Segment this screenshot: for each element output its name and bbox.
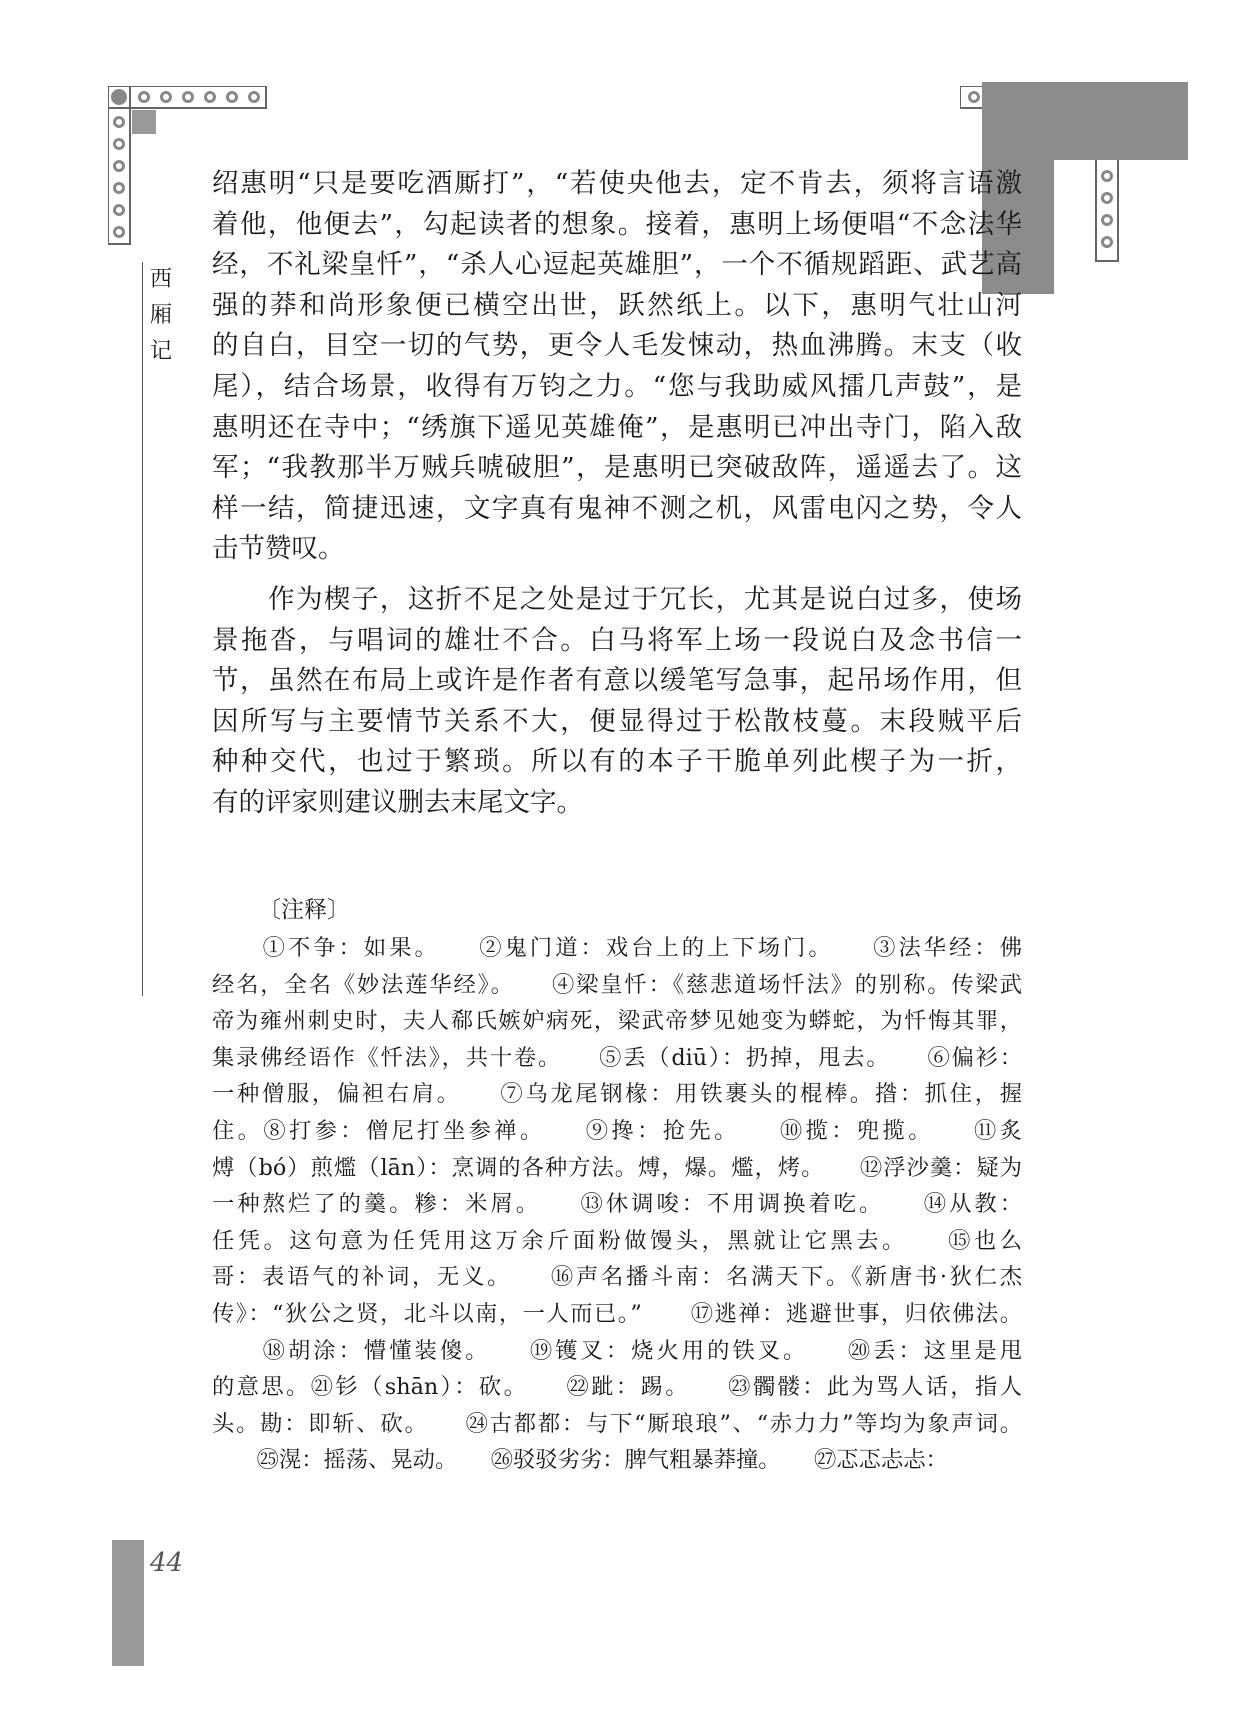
notes-section (212, 890, 1022, 1479)
running-title-char: 记 (149, 339, 172, 364)
body-line: 经，不礼梁皇忏”，“杀人心逗起英雄胆”，一个不循规蹈距、武艺高 (212, 249, 1022, 281)
body-line: 因所写与主要情节关系不大，便显得过于松散枝蔓。末段贼平后 (212, 705, 1022, 737)
note-line: 的意思。㉑钐（shān）：砍。 ㉒跐：踢。 ㉓髑髅：此为骂人话，指人 (212, 1374, 1022, 1401)
body-text (212, 164, 1022, 824)
body-line: 有的评家则建议删去末尾文字。 (212, 786, 583, 818)
note-line: 一种熬烂了的羹。糁：米屑。 ⑬休调唆：不用调换着吃。 ⑭从教： (212, 1191, 1022, 1218)
running-title-char: 厢 (149, 303, 172, 328)
body-line: 景拖沓，与唱词的雄壮不合。白马将军上场一段说白及念书信一 (212, 624, 1022, 656)
body-line: 绍惠明“只是要吃酒厮打”，“若使央他去，定不肯去，须将言语激 (212, 168, 1022, 199)
note-line: 任凭。这句意为任凭用这万余斤面粉做馒头，黑就让它黑去。 ⑮也么 (212, 1227, 1022, 1254)
body-line: 样一结，简捷迅速，文字真有鬼神不测之机，风雷电闪之势，令人 (212, 492, 1022, 524)
note-line: ㉕滉：摇荡、晃动。 ㉖驳驳劣劣：脾气粗暴莽撞。 ㉗忑忑忐忐： (212, 1447, 948, 1474)
note-line: 传》：“狄公之贤，北斗以南，一人而已。” ⑰逃禅：逃避世事，归依佛法。 (212, 1300, 1022, 1327)
body-line: 尾），结合场景，收得有万钧之力。“您与我助威风擂几声鼓”，是 (212, 370, 1022, 402)
body-line: 节，虽然在布局上或许是作者有意以缓笔写急事，起吊场作用，但 (212, 665, 1022, 697)
notes-heading: 〔注释〕 (258, 897, 350, 923)
running-title-vertical (148, 262, 174, 370)
note-line: 头。勘：即斩、砍。 ㉔古都都：与下“厮琅琅”、“赤力力”等均为象声词。 (212, 1410, 1022, 1437)
body-line: 作为楔子，这折不足之处是过于冗长，尤其是说白过多，使场 (212, 583, 1022, 615)
note-line: 经名，全名《妙法莲华经》。 ④梁皇忏：《慈悲道场忏法》的别称。传梁武 (212, 971, 1022, 998)
note-line: 哥：表语气的补词，无义。 ⑯声名播斗南：名满天下。《新唐书·狄仁杰 (212, 1264, 1022, 1291)
body-line: 着他，他便去”，勾起读者的想象。接着，惠明上场便唱“不念法华 (212, 208, 1022, 240)
note-line: ⑱胡涂：懵懂装傻。 ⑲镬叉：烧火用的铁叉。 ⑳丢：这里是甩 (212, 1337, 1022, 1364)
body-line: 种种交代，也过于繁琐。所以有的本子干脆单列此楔子为一折， (212, 746, 1022, 778)
running-title-char: 西 (149, 267, 172, 292)
note-line: ①不争：如果。 ②鬼门道：戏台上的上下场门。 ③法华经：佛 (212, 935, 1022, 961)
body-line: 击节赞叹。 (212, 533, 345, 565)
note-line: 煿（bó）煎爁（lān）：烹调的各种方法。煿，爆。爁，烤。 ⑫浮沙羹：疑为 (212, 1154, 1022, 1181)
note-line: 住。⑧打参：僧尼打坐参禅。 ⑨搀：抢先。 ⑩揽：兜揽。 ⑪炙 (212, 1117, 1022, 1144)
left-margin-rule (142, 262, 143, 996)
body-line: 惠明还在寺中；“绣旗下遥见英雄俺”，是惠明已冲出寺门，陷入敌 (212, 411, 1022, 443)
body-line: 的自白，目空一切的气势，更令人毛发悚动，热血沸腾。末支（收 (212, 330, 1022, 362)
note-line: 帝为雍州刺史时，夫人郗氏嫉妒病死，梁武帝梦见她变为蟒蛇，为忏悔其罪， (212, 1008, 1022, 1035)
note-line: 集录佛经语作《忏法》，共十卷。 ⑤丢（diū）：扔掉，甩去。 ⑥偏衫： (212, 1044, 1022, 1071)
page-number-bar (112, 1540, 144, 1666)
body-line: 强的莽和尚形象便已横空出世，跃然纸上。以下，惠明气壮山河 (212, 289, 1022, 321)
note-line: 一种僧服，偏袒右肩。 ⑦乌龙尾钢椽：用铁裹头的棍棒。揝：抓住，握 (212, 1081, 1022, 1108)
body-line: 军；“我教那半万贼兵唬破胆”，是惠明已突破敌阵，遥遥去了。这 (212, 452, 1022, 484)
page-number: 44 (150, 1548, 184, 1578)
